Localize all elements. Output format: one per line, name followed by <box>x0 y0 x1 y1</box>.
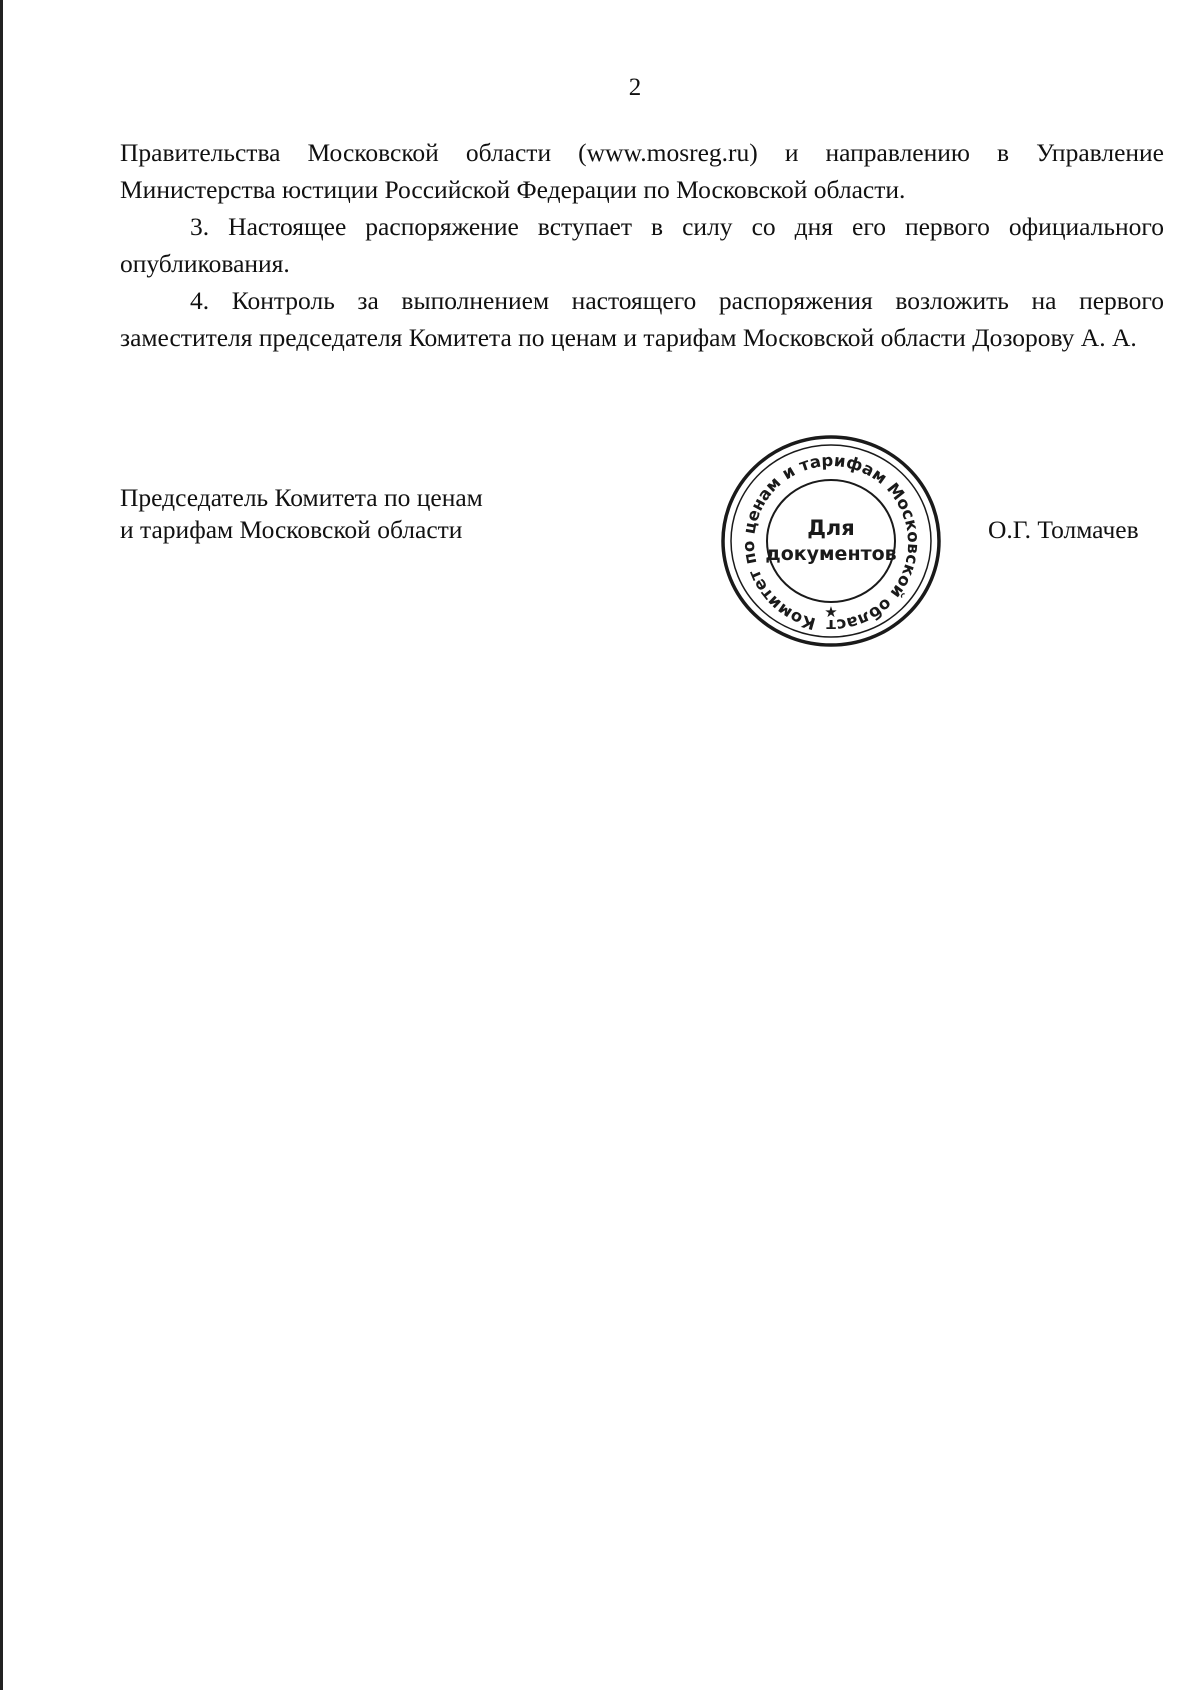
paragraph-item-4: 4. Контроль за выполнением настоящего распоряжения возложить на первого заместителя председателя Комитета по ценам и тарифам Московской области Дозорову А. А. <box>120 286 1164 352</box>
page-number: 2 <box>628 74 642 101</box>
document-body <box>120 134 1164 356</box>
stamp-ring-text: Комитет по ценам и тарифам Московской област <box>738 450 924 636</box>
paragraph-item-3: 3. Настоящее распоряжение вступает в силу со дня его первого официального опубликования. <box>120 212 1164 278</box>
stamp-center-line-2: документов <box>765 543 897 565</box>
position-line-2: и тарифам Московской области <box>120 515 463 544</box>
stamp-star: ★ <box>824 603 838 621</box>
signatory-position <box>120 482 483 546</box>
position-line-1: Председатель Комитета по ценам <box>120 483 483 512</box>
official-stamp <box>716 430 946 652</box>
scan-edge-line <box>0 0 3 1690</box>
paragraph-continuation: Правительства Московской области (www.mosreg.ru) и направлению в Управление Министерства юстиции Российской Федерации по Московской области. <box>120 138 1164 204</box>
signer-name: О.Г. Толмачев <box>988 515 1139 544</box>
stamp-center-line-1: Для <box>807 516 855 540</box>
stamp-seal-icon <box>716 430 946 652</box>
